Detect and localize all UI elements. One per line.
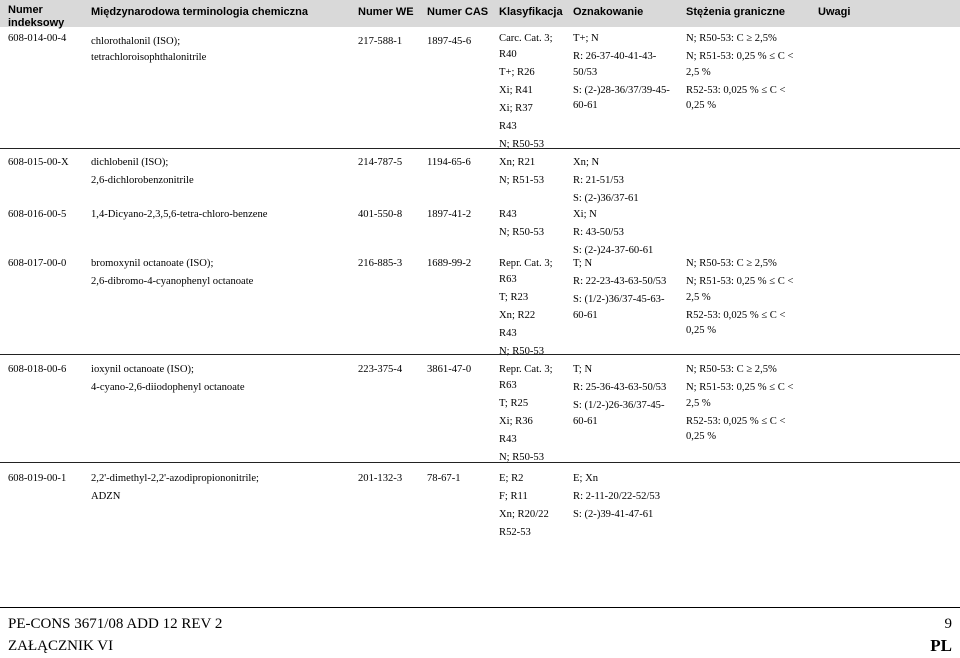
row-index: 608-017-00-0 <box>8 258 67 269</box>
row-index: 608-015-00-X <box>8 157 69 168</box>
row-classification: Xn; R21 N; R51-53 <box>499 157 545 186</box>
header-classification: Klasyfikacja <box>499 6 563 18</box>
row-classification: Carc. Cat. 3; R40 T+; R26 Xi; R41 Xi; R37 R43 N; R50-53 <box>499 33 553 150</box>
row-ec-number: 216-885-3 <box>358 258 403 269</box>
row-index: 608-016-00-5 <box>8 209 67 220</box>
row-concentration-limits: N; R50-53: C ≥ 2,5% N; R51-53: 0,25 % ≤ C < 2,5 % R52-53: 0,025 % ≤ C < 0,25 % <box>686 258 794 337</box>
header-index-line1: Numer <box>8 4 43 16</box>
row-labelling: T; N R: 22-23-43-63-50/53 S: (1/2-)36/37-45-63- 60-61 <box>573 258 667 321</box>
row-ec-number: 214-787-5 <box>358 157 403 168</box>
header-notes: Uwagi <box>818 6 851 18</box>
footer-document-reference: PE-CONS 3671/08 ADD 12 REV 2 <box>8 616 223 632</box>
row-labelling: Xi; N R: 43-50/53 S: (2-)24-37-60-61 <box>573 209 654 256</box>
row-chemical-name: 1,4-Dicyano-2,3,5,6-tetra-chloro-benzene <box>91 209 268 220</box>
header-index-line2: indeksowy <box>8 17 65 29</box>
row-index: 608-018-00-6 <box>8 364 67 375</box>
row-classification: Repr. Cat. 3; R63 T; R25 Xi; R36 R43 N; R50-53 <box>499 364 553 463</box>
row-labelling: T+; N R: 26-37-40-41-43- 50/53 S: (2-)28-36/37/39-45- 60-61 <box>573 33 670 112</box>
header-chemical-name: Międzynarodowa terminologia chemiczna <box>91 6 308 18</box>
row-labelling: Xn; N R: 21-51/53 S: (2-)36/37-61 <box>573 157 639 204</box>
row-classification: R43 N; R50-53 <box>499 209 545 238</box>
row-divider <box>0 462 960 463</box>
row-cas-number: 1897-45-6 <box>427 36 472 47</box>
row-chemical-name: bromoxynil octanoate (ISO); 2,6-dibromo-4-cyanophenyl octanoate <box>91 258 254 287</box>
row-chemical-name: chlorothalonil (ISO); tetrachloroisophthalonitrile <box>91 36 207 63</box>
row-divider <box>0 354 960 355</box>
footer-divider <box>0 607 960 608</box>
row-cas-number: 1897-41-2 <box>427 209 472 220</box>
row-concentration-limits: N; R50-53: C ≥ 2,5% N; R51-53: 0,25 % ≤ C < 2,5 % R52-53: 0,025 % ≤ C < 0,25 % <box>686 33 794 112</box>
row-divider <box>0 148 960 149</box>
footer-annex: ZAŁĄCZNIK VI <box>8 638 114 654</box>
header-labelling: Oznakowanie <box>573 6 644 18</box>
row-labelling: E; Xn R: 2-11-20/22-52/53 S: (2-)39-41-47-61 <box>573 473 660 520</box>
header-ec-number: Numer WE <box>358 6 414 18</box>
row-classification: Repr. Cat. 3; R63 T; R23 Xn; R22 R43 N; R50-53 <box>499 258 553 357</box>
row-cas-number: 3861-47-0 <box>427 364 472 375</box>
row-classification: E; R2 F; R11 Xn; R20/22 R52-53 <box>499 473 549 538</box>
row-cas-number: 78-67-1 <box>427 473 461 484</box>
row-chemical-name: dichlobenil (ISO); 2,6-dichlorobenzonitrile <box>91 157 194 186</box>
header-cas-number: Numer CAS <box>427 6 489 18</box>
row-ec-number: 223-375-4 <box>358 364 403 375</box>
row-ec-number: 401-550-8 <box>358 209 403 220</box>
row-ec-number: 201-132-3 <box>358 473 403 484</box>
row-labelling: T; N R: 25-36-43-63-50/53 S: (1/2-)26-36/37-45- 60-61 <box>573 364 667 427</box>
row-chemical-name: ioxynil octanoate (ISO); 4-cyano-2,6-diiodophenyl octanoate <box>91 364 245 393</box>
row-concentration-limits: N; R50-53: C ≥ 2,5% N; R51-53: 0,25 % ≤ C < 2,5 % R52-53: 0,025 % ≤ C < 0,25 % <box>686 364 794 443</box>
row-ec-number: 217-588-1 <box>358 36 403 47</box>
row-chemical-name: 2,2'-dimethyl-2,2'-azodipropiononitrile; ADZN <box>91 473 259 502</box>
footer-language: PL <box>930 636 952 655</box>
row-cas-number: 1194-65-6 <box>427 157 471 168</box>
row-index: 608-014-00-4 <box>8 33 67 44</box>
header-index-number <box>8 4 64 30</box>
row-index: 608-019-00-1 <box>8 473 67 484</box>
header-concentration-limits: Stężenia graniczne <box>686 6 786 18</box>
footer-page-number: 9 <box>944 616 952 632</box>
row-cas-number: 1689-99-2 <box>427 258 472 269</box>
